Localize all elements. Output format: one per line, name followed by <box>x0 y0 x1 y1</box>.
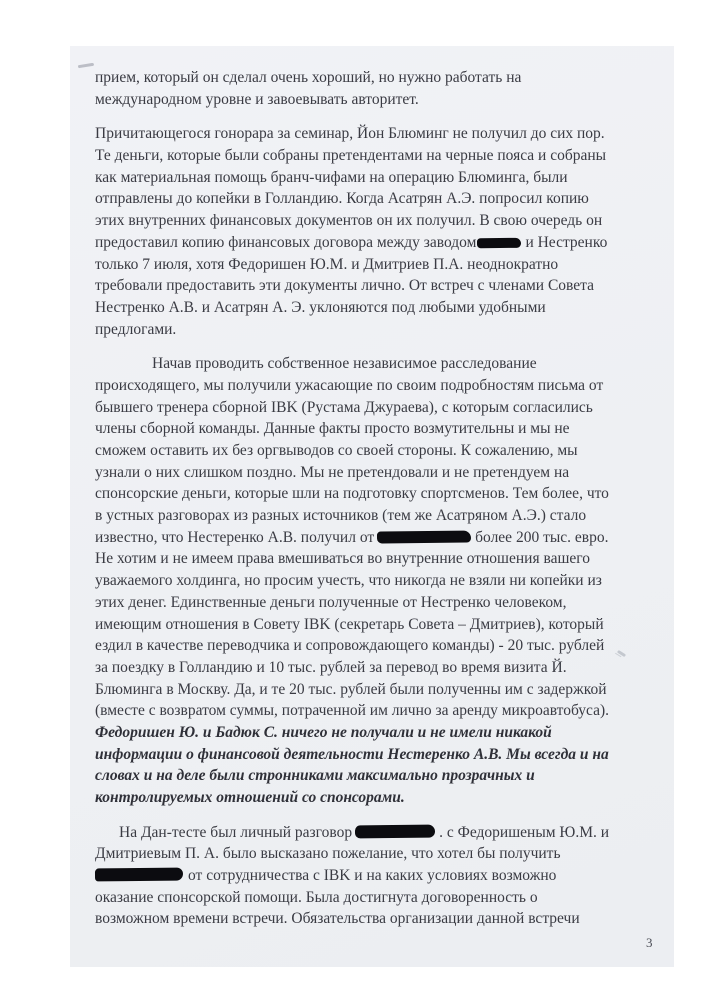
text-line: имеющим отношения в Совету IBK (секретарь Совета – Дмитриев), который <box>95 615 604 633</box>
text-line: Нестренко А.В. и Асатрян А. Э. уклоняются под любыми удобными <box>95 298 546 316</box>
text-segment: . с Федоришеным Ю.М. и <box>439 823 610 841</box>
document-text <box>95 67 665 930</box>
redaction-bar-person <box>355 824 435 838</box>
text-line: этих внутренних финансовых документов он их получил. В свою очередь он <box>95 212 603 230</box>
text-line: бывшего тренера сборной IBK (Рустама Джураева), с которым согласились <box>95 398 593 416</box>
text-line: оказание спонсорской помощи. Была достигнута договоренность о <box>95 888 538 906</box>
text-line <box>95 865 665 887</box>
text-segment: предоставил копию финансовых договора между заводом <box>95 233 477 251</box>
text-line: как материальная помощь бранч-чифами на операцию Блюминга, были <box>95 168 568 186</box>
paragraph-4 <box>95 822 665 930</box>
text-line: прием, который он сделал очень хороший, но нужно работать на <box>95 69 522 86</box>
text-line <box>95 527 665 549</box>
text-line: Блюминга в Москву. Да, и те 20 тыс. рублей были полученны им с задержкой <box>95 680 607 698</box>
document-page <box>70 46 674 967</box>
text-line-bold: Федоришен Ю. и Бадюк С. ничего не получали и не имели никакой <box>95 723 552 741</box>
text-segment: и Нестренко <box>525 233 608 251</box>
text-line: Начав проводить собственное независимое расследование <box>152 355 537 373</box>
text-line: члены сборной команды. Данные факты просто возмутительны и мы не <box>95 420 570 438</box>
redaction-bar-sponsor <box>377 530 471 543</box>
text-line: Не хотим и не имеем права вмешиваться во внутренние отношения вашего <box>95 550 590 568</box>
text-line: требовали предоставить эти документы лично. От встреч с членами Совета <box>95 277 594 295</box>
text-line: ездил в качестве переводчика и сопровождающего команды) - 20 тыс. рублей <box>95 637 605 655</box>
text-line: возможном времени встречи. Обязательства организации данной встречи <box>95 910 580 928</box>
text-line: спонсорские деньги, которые шли на подготовку спортсменов. Тем более, что <box>95 485 609 503</box>
text-line: (вместе с возвратом суммы, потраченной им лично за аренду микроавтобуса). <box>95 702 610 720</box>
text-line <box>95 822 665 844</box>
text-line: Причитающегося гонорара за семинар, Йон Блюминг не получил до сих пор. <box>95 125 605 143</box>
text-segment: На Дан-тесте был личный разговор <box>119 823 353 841</box>
text-line: отправлены до копейки в Голландию. Когда Асатрян А.Э. попросил копию <box>95 190 589 208</box>
text-line-bold: словах и на деле были стронниками максимально прозрачных и <box>95 767 535 785</box>
text-line: сможем оставить их без оргвыводов со своей стороны. К сожалению, мы <box>95 442 578 459</box>
scan-artifact-dash <box>78 63 94 68</box>
text-line: Дмитриевым П. А. было высказано пожелание, что хотел бы получить <box>95 845 561 863</box>
text-line: Те деньги, которые были собраны претендентами на черные пояса и собраны <box>95 147 607 165</box>
text-line: этих денег. Единственные деньги полученные от Нестренко человеком, <box>95 593 567 611</box>
text-line: уважаемого холдинга, но просим учесть, что никогда не взяли ни копейки из <box>95 572 602 590</box>
text-line: предлогами. <box>95 320 177 338</box>
text-line-bold: информации о финансовой деятельности Нестеренко А.В. Мы всегда и на <box>95 745 609 763</box>
page-number: 3 <box>646 935 653 950</box>
text-line: узнали о них слишком поздно. Мы не претендовали и не претендуем на <box>95 463 570 481</box>
text-line <box>95 232 665 254</box>
text-line: только 7 июля, хотя Федоришен Ю.М. и Дмитриев П.А. неоднократно <box>95 255 559 273</box>
paragraph-1 <box>95 67 665 110</box>
redaction-bar-benefit <box>95 868 183 882</box>
redaction-bar-factory <box>477 238 521 248</box>
text-segment: известно, что Нестеренко А.В. получил от <box>95 528 375 546</box>
text-segment: от сотрудничества с IBK и на каких условиях возможно <box>188 867 557 885</box>
text-line: в устных разговорах из разных источников (тем же Асатряном А.Э.) стало <box>95 507 587 525</box>
text-line: международном уровне и завоевывать авторитет. <box>95 90 419 108</box>
paragraph-2 <box>95 123 665 340</box>
paragraph-3 <box>95 353 665 808</box>
text-line: за поездку в Голландию и 10 тыс. рублей за перевод во время визита Й. <box>95 658 567 676</box>
text-line-bold: контролируемых отношений со спонсорами. <box>95 789 405 806</box>
text-line: происходящего, мы получили ужасающие по своим подробностям письма от <box>95 376 604 394</box>
text-segment: более 200 тыс. евро. <box>475 528 609 546</box>
